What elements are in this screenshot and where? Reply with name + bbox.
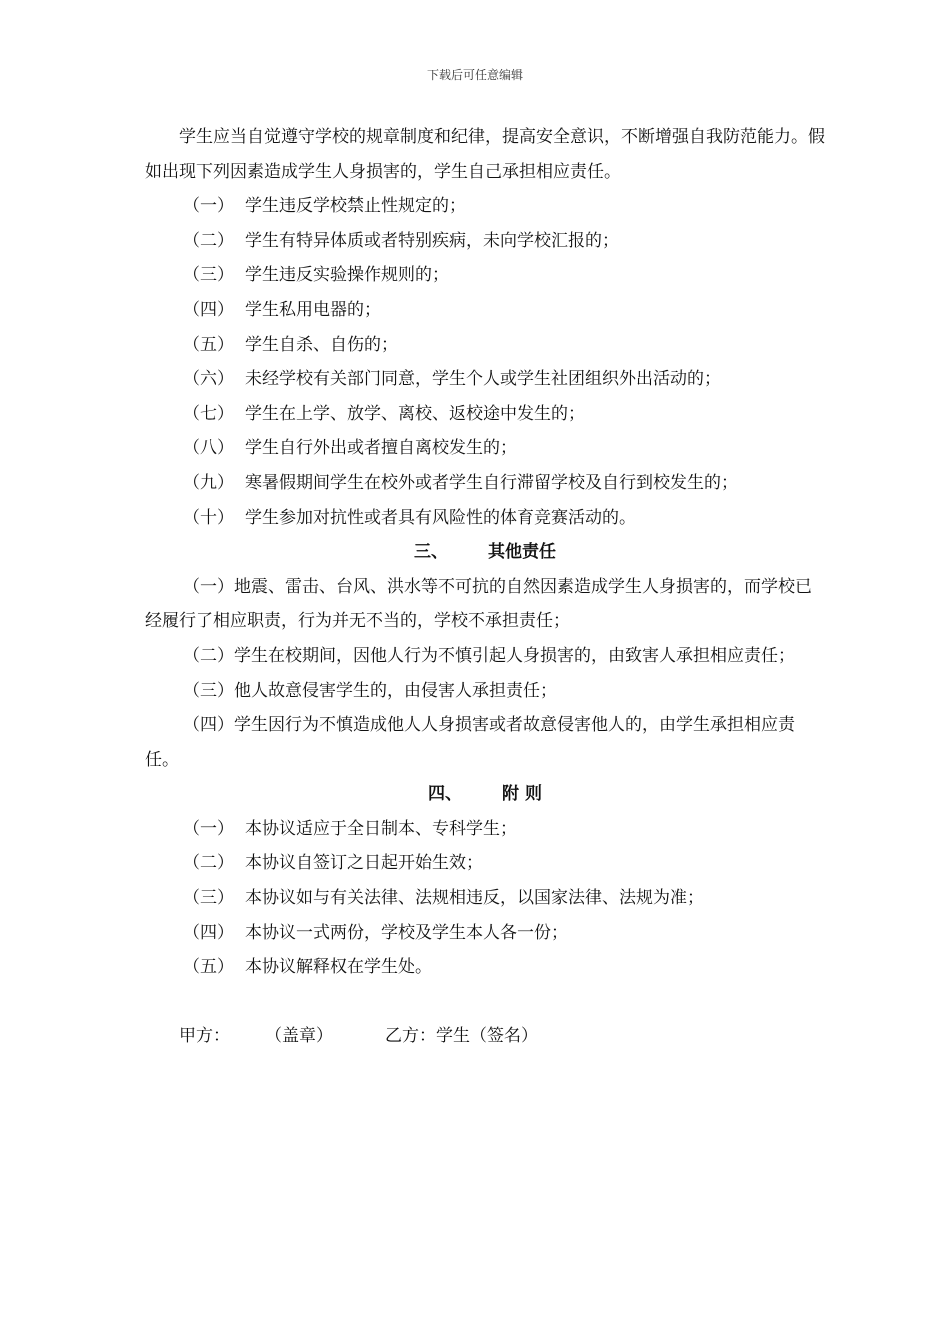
section3-paragraph: （二）学生在校期间，因他人行为不慎引起人身损害的，由致害人承担相应责任；	[183, 645, 795, 666]
list-item-number: （五）	[183, 334, 234, 355]
list-item-text: 学生自杀、自伤的；	[245, 334, 398, 355]
list-item	[145, 362, 825, 397]
list-item-number: （五）	[183, 957, 234, 978]
list-item	[145, 812, 825, 847]
section-number: 四、	[428, 784, 463, 805]
list-item-number: （七）	[183, 403, 234, 424]
section-title: 其他责任	[488, 542, 556, 563]
header-note: 下载后可任意编辑	[426, 68, 523, 82]
list-item-text: 学生参加对抗性或者具有风险性的体育竞赛活动的。	[245, 507, 636, 528]
document-body	[145, 120, 825, 1053]
list-item	[145, 224, 825, 259]
list-item-number: （二）	[183, 853, 234, 874]
section3-paragraph: （一）地震、雷击、台风、洪水等不可抗的自然因素造成学生人身损害的，而学校已经履行了相应职责，行为并无不当的，学校不承担责任；	[145, 576, 812, 632]
list-item-number: （二）	[183, 230, 234, 251]
list-item-number: （一）	[183, 196, 234, 217]
section-heading-supplementary	[145, 777, 825, 812]
list-item	[145, 846, 825, 881]
list-item-text: 本协议自签订之日起开始生效；	[245, 853, 483, 874]
list-item-text: 学生在上学、放学、离校、返校途中发生的；	[245, 403, 585, 424]
list-item-text: 学生私用电器的；	[245, 299, 381, 320]
seal-label: （盖章）	[265, 1025, 333, 1046]
list-item-number: （一）	[183, 818, 234, 839]
list-item	[145, 881, 825, 916]
list-item-number: （三）	[183, 888, 234, 909]
list-item-text: 学生自行外出或者擅自离校发生的；	[245, 438, 517, 459]
supplementary-list	[145, 812, 825, 985]
list-item	[145, 258, 825, 293]
signature-line	[145, 1019, 825, 1054]
list-item-number: （九）	[183, 472, 234, 493]
student-liability-list	[145, 189, 825, 535]
list-item-number: （四）	[183, 922, 234, 943]
list-item	[145, 501, 825, 536]
list-item-text: 学生违反实验操作规则的；	[245, 265, 449, 286]
list-item-text: 本协议解释权在学生处。	[245, 957, 432, 978]
party-a-label: 甲方：	[179, 1025, 230, 1046]
list-item-text: 寒暑假期间学生在校外或者学生自行滞留学校及自行到校发生的；	[245, 472, 738, 493]
list-item-number: （十）	[183, 507, 234, 528]
section3-paragraph: （四）学生因行为不慎造成他人人身损害或者故意侵害他人的，由学生承担相应责任。	[145, 715, 795, 770]
list-item	[145, 431, 825, 466]
list-item	[145, 293, 825, 328]
list-item-text: 本协议如与有关法律、法规相违反，以国家法律、法规为准；	[245, 888, 704, 909]
section-heading-other-liability	[145, 535, 825, 570]
list-item	[145, 950, 825, 985]
list-item-text: 未经学校有关部门同意，学生个人或学生社团组织外出活动的；	[245, 369, 721, 390]
list-item-number: （八）	[183, 438, 234, 459]
list-item	[145, 189, 825, 224]
list-item	[145, 466, 825, 501]
spacer	[145, 985, 825, 1019]
list-item	[145, 328, 825, 363]
list-item-text: 本协议一式两份，学校及学生本人各一份；	[245, 922, 568, 943]
list-item-number: （三）	[183, 265, 234, 286]
list-item-text: 学生有特异体质或者特别疾病，未向学校汇报的；	[245, 230, 619, 251]
list-item-number: （四）	[183, 299, 234, 320]
list-item-text: 学生违反学校禁止性规定的；	[245, 196, 466, 217]
list-item	[145, 916, 825, 951]
list-item	[145, 397, 825, 432]
list-item-number: （六）	[183, 369, 234, 390]
section-number: 三、	[414, 542, 448, 563]
intro-paragraph: 学生应当自觉遵守学校的规章制度和纪律，提高安全意识，不断增强自我防范能力。假如出现下列因素造成学生人身损害的，学生自己承担相应责任。	[145, 127, 825, 182]
section-title: 附 则	[502, 784, 542, 805]
list-item-text: 本协议适应于全日制本、专科学生；	[245, 818, 517, 839]
section3-paragraph: （三）他人故意侵害学生的，由侵害人承担责任；	[183, 680, 557, 701]
party-b-label: 乙方：学生（签名）	[385, 1025, 538, 1046]
